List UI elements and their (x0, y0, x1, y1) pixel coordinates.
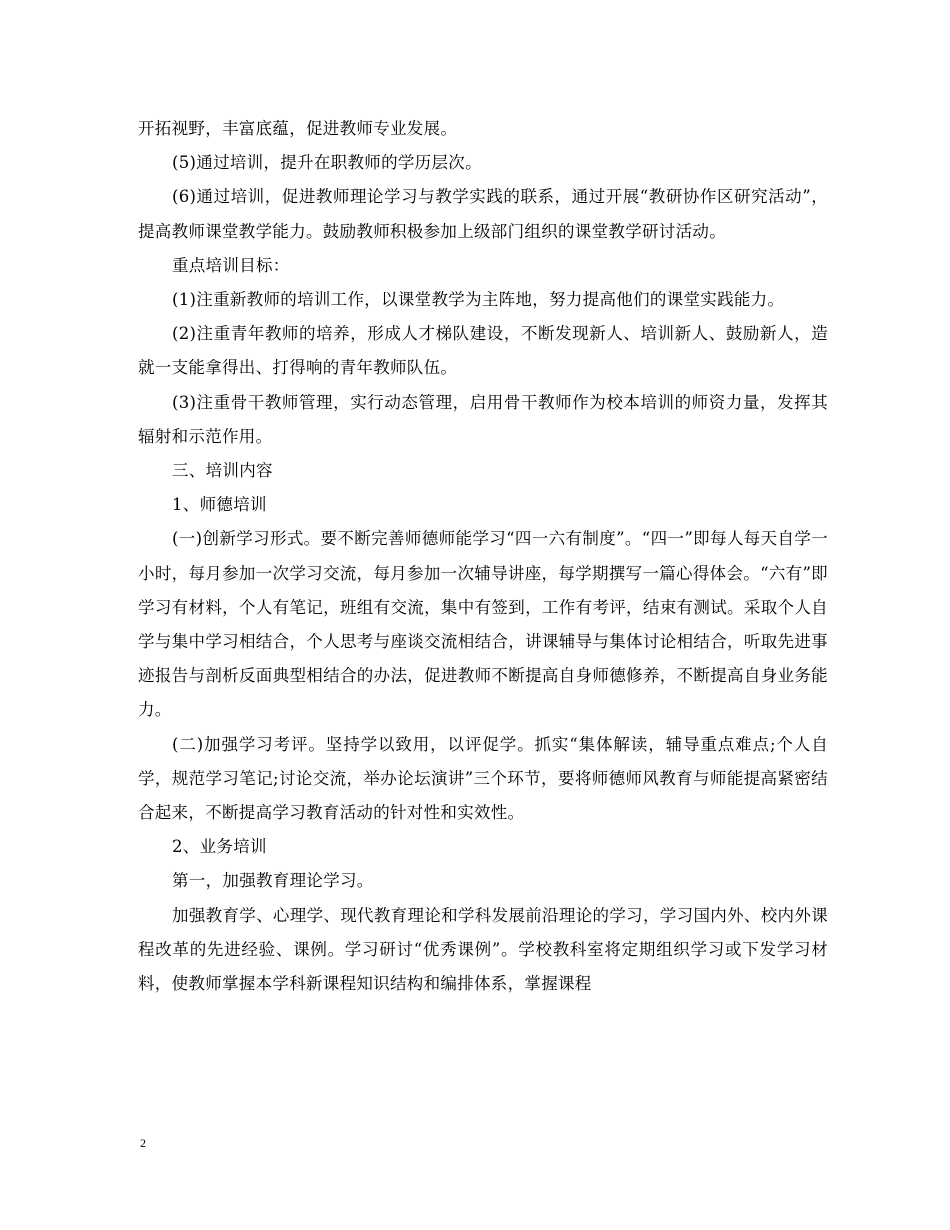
subsection-heading: 1、师德培训 (172, 495, 267, 515)
section-heading: 重点培训目标： (172, 255, 290, 275)
paragraph: (1)注重新教师的培训工作，以课堂教学为主阵地，努力提高他们的课堂实践能力。 (172, 290, 785, 310)
page-number: 2 (140, 1136, 146, 1150)
paragraph: (3)注重骨干教师管理，实行动态管理，启用骨干教师作为校本培训的师资力量，发挥其辐射和示范作用。 (138, 392, 828, 446)
paragraph: (一)创新学习形式。要不断完善师德师能学习“四一六有制度”。“四一”即每人每天自学一小时，每月参加一次学习交流，每月参加一次辅导讲座，每学期撰写一篇心得体会。“六有”即学习有材料，个人有笔记，班组有交流，集中有签到，工作有考评，结束有测试。采取个人自学与集中学习相结合，个人思考与座谈交流相结合，讲课辅导与集体讨论相结合，听取先进事迹报告与剖析反面典型相结合的办法，促进教师不断提高自身师德修养，不断提高自身业务能力。 (138, 529, 828, 720)
paragraph: (6)通过培训，促进教师理论学习与教学实践的联系，通过开展“教研协作区研究活动”，提高教师课堂教学能力。鼓励教师积极参加上级部门组织的课堂教学研讨活动。 (138, 187, 828, 241)
paragraph: (二)加强学习考评。坚持学以致用，以评促学。抓实“集体解读，辅导重点难点;个人自学，规范学习笔记;讨论交流，举办论坛演讲”三个环节，要将师德师风教育与师能提高紧密结合起来，不断提高学习教育活动的针对性和实效性。 (138, 734, 828, 823)
subsection-heading: 2、业务培训 (172, 837, 267, 857)
paragraph: (5)通过培训，提升在职教师的学历层次。 (172, 153, 482, 173)
paragraph: (2)注重青年教师的培养，形成人才梯队建设，不断发现新人、培训新人、鼓励新人，造就一支能拿得出、打得响的青年教师队伍。 (138, 324, 828, 378)
section-heading: 三、培训内容 (172, 461, 273, 481)
paragraph: 开拓视野，丰富底蕴，促进教师专业发展。 (138, 119, 458, 138)
paragraph: 第一，加强教育理论学习。 (172, 871, 374, 891)
paragraph: 加强教育学、心理学、现代教育理论和学科发展前沿理论的学习，学习国内外、校内外课程改革的先进经验、课例。学习研讨“优秀课例”。学校教科室将定期组织学习或下发学习材料，使教师掌握本学科新课程知识结构和编排体系，掌握课程 (138, 905, 828, 994)
document-body (138, 112, 828, 1001)
